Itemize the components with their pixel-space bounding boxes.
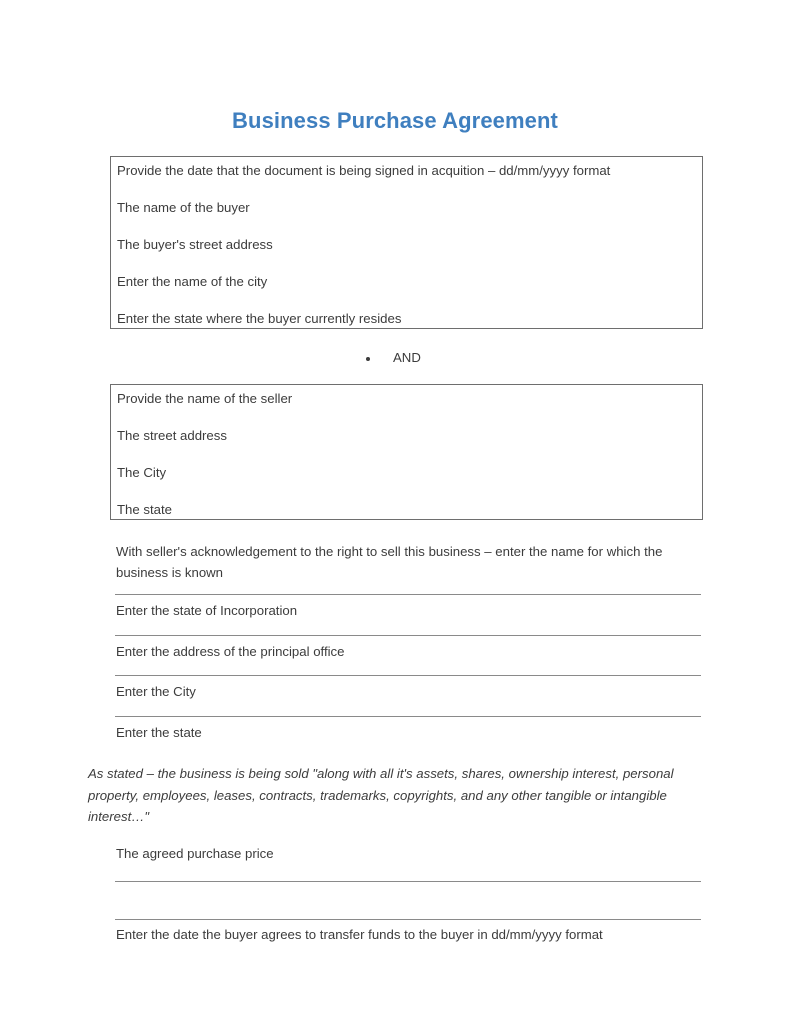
city-label[interactable]: Enter the City: [116, 684, 196, 699]
state-label[interactable]: Enter the state: [116, 725, 202, 740]
sale-inclusions-clause: As stated – the business is being sold "along with all it's assets, shares, ownership interest, personal property, employees, leases, contracts, trademarks, copyrights, and any other tangible or intangible interest…": [88, 766, 674, 824]
seller-information-box: [110, 384, 703, 520]
seller-street-address-field[interactable]: The street address: [117, 428, 227, 443]
seller-state-field[interactable]: The state: [117, 502, 172, 517]
principal-office-address-label[interactable]: Enter the address of the principal office: [116, 644, 345, 659]
buyer-name-field[interactable]: The name of the buyer: [117, 200, 250, 215]
transfer-funds-date-label[interactable]: Enter the date the buyer agrees to transfer funds to the buyer in dd/mm/yyyy format: [116, 927, 603, 942]
and-label: AND: [393, 350, 421, 365]
and-separator-row: [0, 350, 790, 370]
field-rule-purchase-price: [115, 881, 701, 882]
agreed-purchase-price-label[interactable]: The agreed purchase price: [116, 846, 274, 861]
bullet-icon: [366, 357, 370, 361]
seller-name-field[interactable]: Provide the name of the seller: [117, 391, 293, 406]
buyer-street-address-field[interactable]: The buyer's street address: [117, 237, 273, 252]
seller-city-field[interactable]: The City: [117, 465, 167, 480]
page-title: Business Purchase Agreement: [232, 108, 558, 133]
buyer-city-field[interactable]: Enter the name of the city: [117, 274, 268, 289]
field-rule-state: [115, 716, 701, 717]
field-rule-incorporation-state: [115, 594, 701, 595]
buyer-state-field[interactable]: Enter the state where the buyer currently resides: [117, 311, 402, 326]
buyer-signing-date-field[interactable]: Provide the date that the document is being signed in acquition – dd/mm/yyyy format: [117, 163, 611, 178]
incorporation-state-label[interactable]: Enter the state of Incorporation: [116, 603, 298, 618]
field-rule-principal-office: [115, 635, 701, 636]
field-rule-transfer-date: [115, 919, 701, 920]
buyer-information-box: [110, 156, 703, 329]
acknowledgement-paragraph: With seller's acknowledgement to the right to sell this business – enter the name for which the business is known: [116, 544, 663, 580]
field-rule-city: [115, 675, 701, 676]
